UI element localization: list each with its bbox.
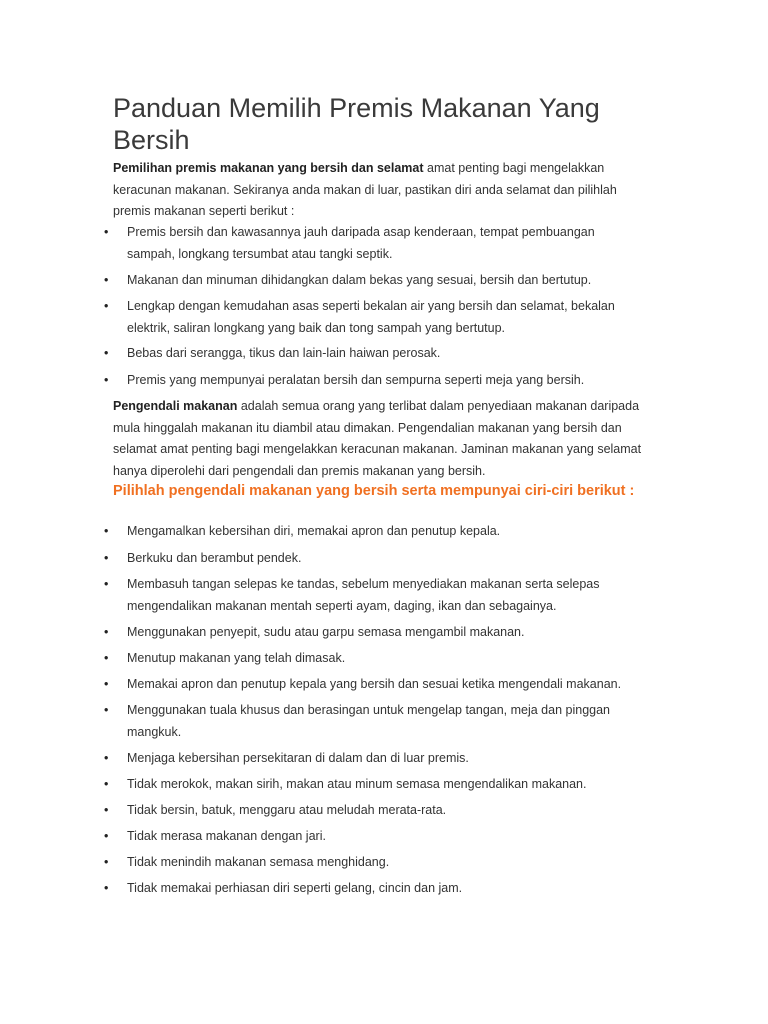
bullet-icon: • (104, 346, 109, 360)
pengendali-bold: Pengendali makanan (113, 399, 238, 413)
page-title: Panduan Memilih Premis Makanan Yang Bersih (113, 93, 600, 155)
bullet-icon: • (104, 524, 109, 538)
intro-paragraph (113, 158, 653, 223)
document-page: Panduan Memilih Premis Makanan Yang Bersih Pemilihan premis makanan yang bersih dan selamat amat penting bagi mengelakkan keracunan makanan. Sekiranya anda makan di luar, pastikan diri anda selamat dan pilihlah premis makanan seperti berikut : • Premis bersih dan kawasannya jauh daripada asap kenderaan, tempat pembuangan sampah, longkang tersumbat atau tangki septik. • Makanan dan minuman dihidangkan dalam bekas yang sesuai, bersih dan bertutup. • Lengkap dengan kemudahan asas seperti bekalan air yang bersih dan selamat, bekalan elektrik, saliran longkang yang baik dan tong sampah yang bertutup. • Bebas dari serangga, tikus dan lain-lain haiwan perosak. • Premis yang mempunyai peralatan bersih dan sempurna seperti meja yang bersih. Pengendali makanan adalah semua orang yang terlibat dalam penyediaan makanan daripada mula hinggalah makanan itu diambil atau dimakan. Pengendalian makanan yang bersih dan selamat amat penting bagi mengelakkan keracunan makanan. Jaminan makanan yang selamat hanya diperolehi dari pengendali dan premis makanan yang bersih. Pilihlah pengendali makanan yang bersih serta mempunyai ciri-ciri berikut : • Mengamalkan kebersihan diri, memakai apron dan penutup kepala. • Berkuku dan berambut pendek. • Membasuh tangan selepas ke tandas, sebelum menyediakan makanan serta selepas mengendalikan makanan mentah seperti ayam, daging, ikan dan sebagainya. • Menggunakan penyepit, sudu atau garpu semasa mengambil makanan. • Menutup makanan yang telah dimasak. • Memakai apron dan penutup kepala yang bersih dan sesuai ketika mengendali makanan. • Menggunakan tuala khusus dan berasingan untuk mengelap tangan, meja dan pinggan mangkuk. • Menjaga kebersihan persekitaran di dalam dan di luar premis. • Tidak merokok, makan sirih, makan atau minum semasa mengendalikan makanan. • Tidak bersin, batuk, menggaru atau meludah merata-rata. • Tidak merasa makanan dengan jari. • Tidak menindih makanan semasa menghidang. • Tidak memakai perhiasan diri seperti gelang, cincin dan jam. (0, 0, 768, 1024)
intro-text: amat penting bagi mengelakkan keracunan makanan. Sekiranya anda makan di luar, pastikan diri anda selamat dan pilihlah premis makanan seperti berikut : (113, 161, 617, 218)
intro-bold: Pemilihan premis makanan yang bersih dan selamat (113, 161, 424, 175)
bullet-icon: • (104, 373, 109, 387)
bullet-icon: • (104, 855, 109, 869)
bullet-icon: • (104, 225, 109, 239)
bullet-icon: • (104, 829, 109, 843)
bullet-icon: • (104, 703, 109, 717)
bullet-icon: • (104, 577, 109, 591)
pengendali-text: adalah semua orang yang terlibat dalam penyediaan makanan daripada mula hinggalah makanan itu diambil atau dimakan. Pengendalian makanan yang bersih dan selamat amat penting bagi mengelakkan keracunan makanan. Jaminan makanan yang selamat hanya diperolehi dari pengendali dan premis makanan yang bersih. (113, 399, 642, 478)
bullet-icon: • (104, 651, 109, 665)
bullet-icon: • (104, 881, 109, 895)
bullet-icon: • (104, 625, 109, 639)
bullet-icon: • (104, 273, 109, 287)
bullet-icon: • (104, 803, 109, 817)
section-heading: Pilihlah pengendali makanan yang bersih serta mempunyai ciri-ciri berikut : (113, 483, 635, 499)
bullet-icon: • (104, 777, 109, 791)
bullet-icon: • (104, 299, 109, 313)
pengendali-paragraph (113, 396, 653, 482)
bullet-icon: • (104, 751, 109, 765)
bullet-icon: • (104, 677, 109, 691)
bullet-icon: • (104, 551, 109, 565)
